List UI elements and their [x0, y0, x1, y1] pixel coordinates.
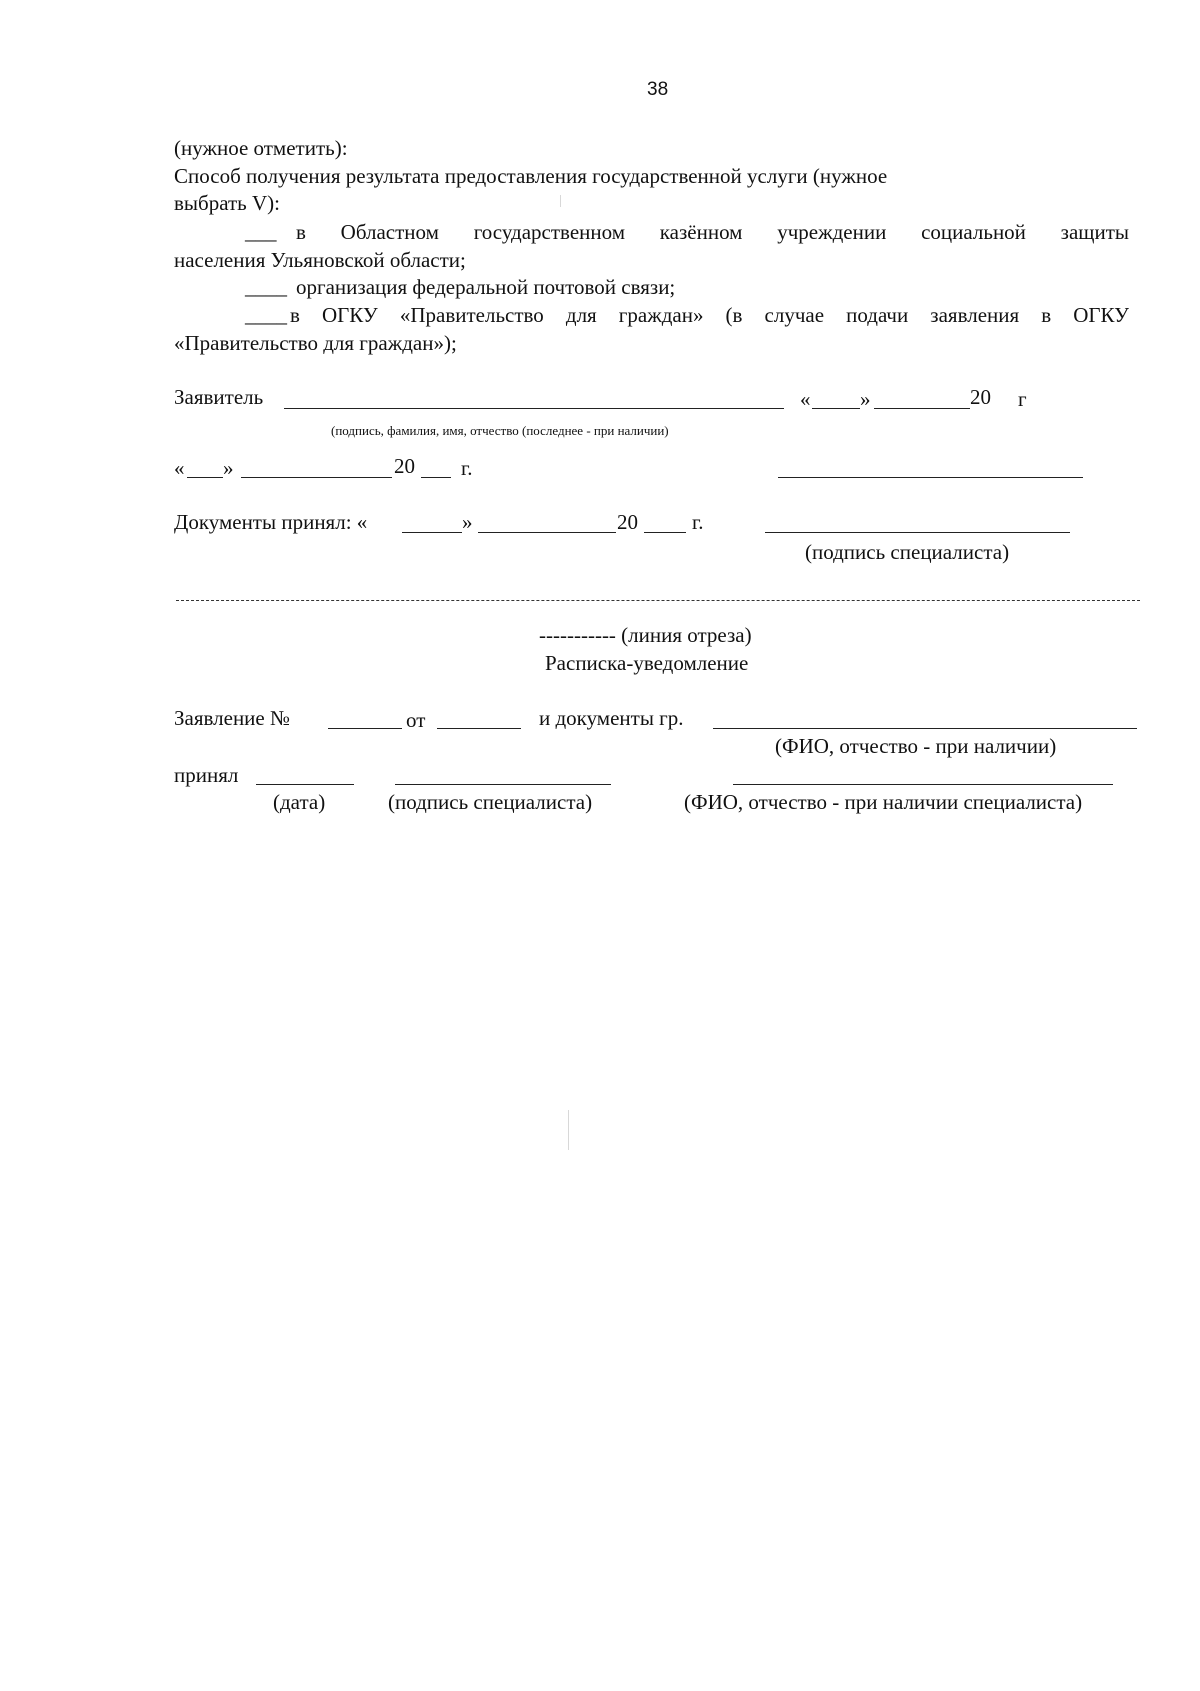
page-number: 38	[647, 79, 669, 100]
citizen-fio-caption: (ФИО, отчество - при наличии)	[775, 734, 1057, 758]
option-1-text: в Областном государственном казённом учреждении социальной защиты	[296, 220, 1129, 244]
applicant-month-field[interactable]	[874, 408, 970, 409]
date-2-month-field[interactable]	[241, 477, 392, 478]
option-1-checkbox-blank[interactable]: ___	[245, 220, 277, 244]
documents-citizen-label: и документы гр.	[539, 706, 684, 730]
receipt-signature-field[interactable]	[395, 784, 611, 785]
date-2-open-quote: «	[174, 456, 185, 480]
scan-artifact	[560, 195, 561, 207]
option-3-checkbox-blank[interactable]: ____	[245, 303, 287, 327]
accepted-year-suffix: г.	[692, 510, 704, 534]
option-3-text-continued: «Правительство для граждан»);	[174, 331, 457, 355]
accepted-year-prefix: 20	[617, 510, 638, 534]
date-2-year-field[interactable]	[421, 477, 451, 478]
scan-artifact	[568, 1110, 569, 1150]
applicant-label: Заявитель	[174, 385, 264, 409]
application-number-field[interactable]	[328, 728, 402, 729]
applicant-signature-caption: (подпись, фамилия, имя, отчество (последнее - при наличии)	[331, 423, 669, 438]
date-2-close-quote: »	[223, 456, 234, 480]
receipt-signature-caption: (подпись специалиста)	[388, 790, 593, 814]
receipt-method-line-2: выбрать V):	[174, 191, 280, 215]
mark-note: (нужное отметить):	[174, 136, 348, 160]
receipt-specialist-fio-caption: (ФИО, отчество - при наличии специалиста)	[684, 790, 1083, 814]
receipt-specialist-fio-field[interactable]	[733, 784, 1113, 785]
accepted-day-field[interactable]	[402, 532, 462, 533]
application-from-label: от	[406, 708, 426, 732]
receipt-method-line-1: Способ получения результата предоставления государственной услуги (нужное	[174, 164, 888, 188]
receipt-date-field[interactable]	[256, 784, 354, 785]
receipt-title: Расписка-уведомление	[545, 651, 749, 675]
date-2-day-field[interactable]	[187, 477, 223, 478]
option-2-text: организация федеральной почтовой связи;	[296, 275, 676, 299]
citizen-fio-field[interactable]	[713, 728, 1137, 729]
documents-accepted-label: Документы принял: «	[174, 510, 368, 534]
application-number-label: Заявление №	[174, 706, 291, 730]
applicant-date-open-quote: «	[800, 387, 811, 411]
applicant-year-prefix: 20	[970, 385, 991, 409]
accepted-year-field[interactable]	[644, 532, 686, 533]
accepted-specialist-signature-field[interactable]	[765, 532, 1070, 533]
accepted-month-field[interactable]	[478, 532, 616, 533]
option-3-text: в ОГКУ «Правительство для граждан» (в случае подачи заявления в ОГКУ	[290, 303, 1129, 327]
cut-line-label: ----------- (линия отреза)	[539, 623, 752, 647]
accepted-by-label: принял	[174, 763, 239, 787]
cut-line-dashed	[176, 600, 1140, 601]
applicant-day-field[interactable]	[812, 408, 860, 409]
applicant-date-close-quote: »	[860, 387, 871, 411]
applicant-year-suffix: г	[1018, 387, 1027, 411]
option-2-checkbox-blank[interactable]: ____	[245, 275, 287, 299]
accepted-date-close-quote: »	[462, 510, 473, 534]
receipt-date-caption: (дата)	[273, 790, 326, 814]
date-2-year-prefix: 20	[394, 454, 415, 478]
specialist-signature-caption: (подпись специалиста)	[805, 540, 1010, 564]
applicant-signature-field[interactable]	[284, 408, 784, 409]
application-date-field[interactable]	[437, 728, 521, 729]
option-1-text-continued: населения Ульяновской области;	[174, 248, 466, 272]
date-2-year-suffix: г.	[461, 456, 473, 480]
date-2-signature-field[interactable]	[778, 477, 1083, 478]
